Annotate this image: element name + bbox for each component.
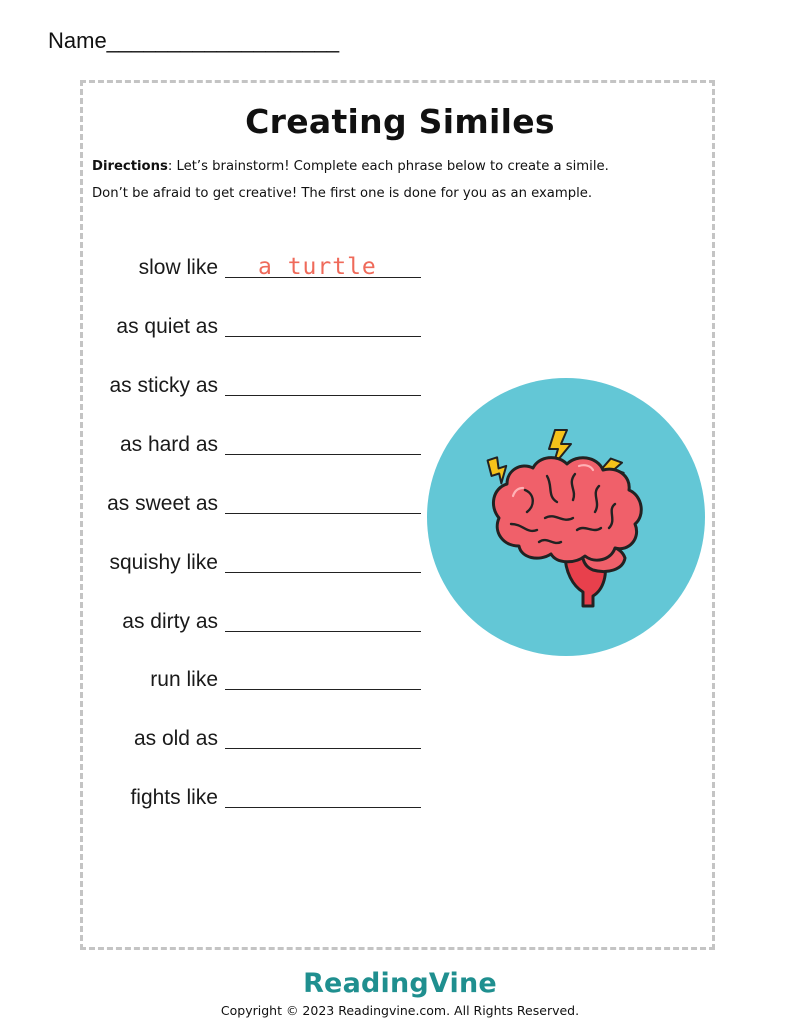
directions-line-1 [92,153,702,180]
phrase-row [0,545,430,577]
phrase-row [0,368,430,400]
worksheet-title: Creating Similes [245,102,555,141]
phrase-label: as dirty as [122,610,218,633]
copyright-text: Copyright © 2023 Readingvine.com. All Rights Reserved. [220,1003,580,1018]
phrase-row [0,427,430,459]
phrase-row [0,486,430,518]
answer-blank[interactable] [225,572,421,573]
answer-blank[interactable] [225,807,421,808]
phrase-label: slow like [138,256,218,279]
directions-line-2: Don’t be afraid to get creative! The first one is done for you as an example. [92,186,593,201]
phrase-label: squishy like [109,551,218,574]
brain-illustration [427,378,705,656]
phrase-label: as sweet as [107,492,218,515]
phrase-label: as hard as [119,433,218,456]
directions-label: Directions [92,159,168,174]
answer-blank[interactable] [225,748,421,749]
phrase-label: run like [150,668,218,691]
phrase-row [0,721,430,753]
directions-text-1: : Let’s brainstorm! Complete each phrase below to create a simile. [167,159,609,174]
phrase-label: as quiet as [116,315,218,338]
answer-blank[interactable] [225,689,421,690]
answer-blank[interactable] [225,513,421,514]
answer-blank[interactable] [225,631,421,632]
answer-blank[interactable] [225,454,421,455]
phrase-row [0,250,430,282]
phrase-label: fights like [130,786,218,809]
phrase-row [0,309,430,341]
phrase-row [0,604,430,636]
name-field-line: Name___________________ [48,28,340,53]
phrase-label: as old as [133,727,218,750]
directions [92,153,702,207]
example-answer: a turtle [258,254,377,280]
readingvine-logo: ReadingVine [303,968,497,999]
phrase-row [0,662,430,694]
phrase-row [0,780,430,812]
answer-blank[interactable] [225,395,421,396]
phrase-label: as sticky as [109,374,218,397]
answer-blank[interactable] [225,336,421,337]
brain-icon [427,378,705,656]
